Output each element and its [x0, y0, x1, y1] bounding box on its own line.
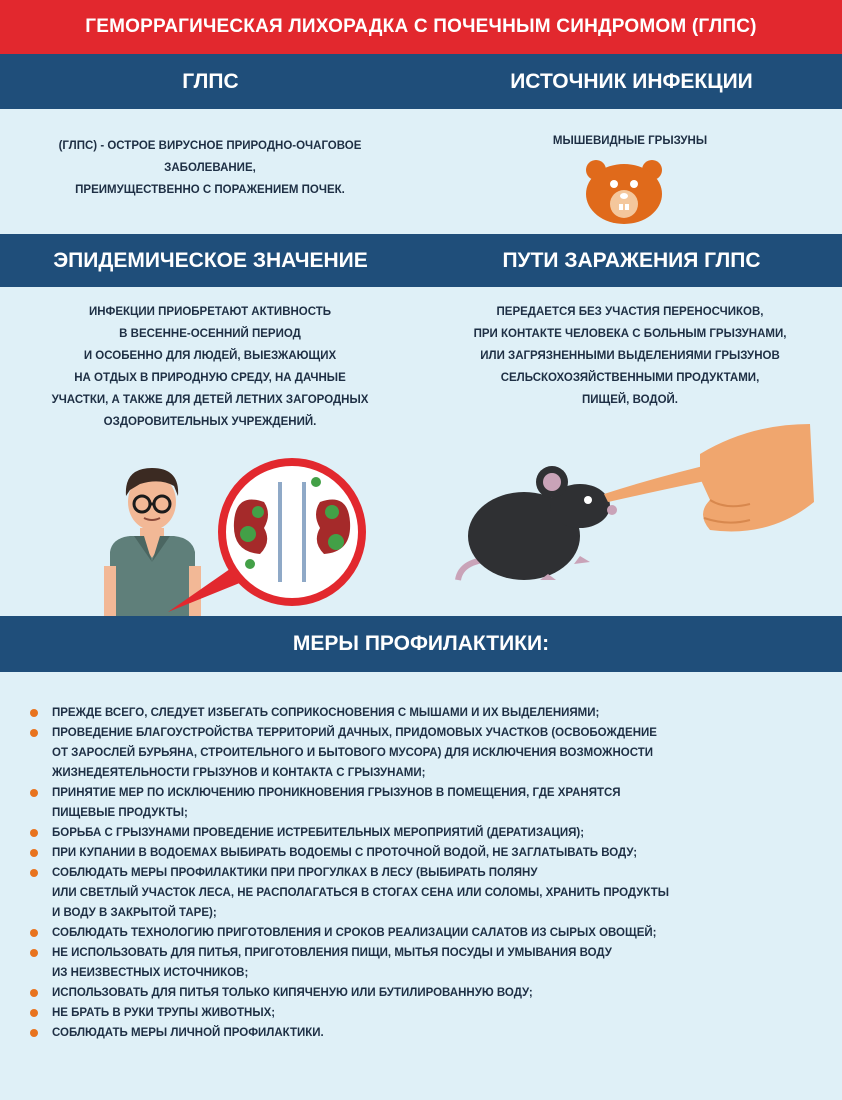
- list-item: [28, 783, 828, 823]
- prevention-heading: МЕРЫ ПРОФИЛАКТИКИ:: [292, 632, 550, 655]
- routes-text: [425, 301, 835, 411]
- list-item: [28, 943, 828, 983]
- page-title: ГЕМОРРАГИЧЕСКАЯ ЛИХОРАДКА С ПОЧЕЧНЫМ СИНДРОМОМ (ГЛПС): [0, 0, 842, 54]
- pointing-hand-illustration: [600, 418, 820, 548]
- epidemic-text-line: НА ОТДЫХ В ПРИРОДНУЮ СРЕДУ, НА ДАЧНЫЕ: [74, 372, 346, 384]
- list-item-text: ПРИ КУПАНИИ В ВОДОЕМАХ ВЫБИРАТЬ ВОДОЕМЫ С ПРОТОЧНОЙ ВОДОЙ, НЕ ЗАГЛАТЫВАТЬ ВОДУ;: [52, 847, 638, 859]
- list-item-text: ИСПОЛЬЗОВАТЬ ДЛЯ ПИТЬЯ ТОЛЬКО КИПЯЧЕНУЮ ИЛИ БУТИЛИРОВАННУЮ ВОДУ;: [52, 987, 533, 999]
- bullet-icon: [30, 1029, 38, 1037]
- list-item-text: СОБЛЮДАТЬ МЕРЫ ЛИЧНОЙ ПРОФИЛАКТИКИ.: [52, 1027, 324, 1039]
- routes-text-line: ПЕРЕДАЕТСЯ БЕЗ УЧАСТИЯ ПЕРЕНОСЧИКОВ,: [496, 306, 764, 318]
- bullet-icon: [30, 789, 38, 797]
- list-item: [28, 863, 828, 923]
- infection-source-heading: ИСТОЧНИК ИНФЕКЦИИ: [510, 69, 753, 93]
- hamster-icon: [584, 158, 664, 224]
- list-item: [28, 983, 828, 1003]
- infection-routes-heading: ПУТИ ЗАРАЖЕНИЯ ГЛПС: [502, 248, 761, 272]
- list-item: [28, 923, 828, 943]
- list-item: [28, 703, 828, 723]
- epidemic-text-line: В ВЕСЕННЕ-ОСЕННИЙ ПЕРИОД: [119, 328, 301, 340]
- glps-definition-line: ЗАБОЛЕВАНИЕ,: [164, 162, 256, 174]
- epidemic-text: [5, 301, 415, 433]
- bullet-icon: [30, 869, 38, 877]
- list-item: [28, 1003, 828, 1023]
- bullet-icon: [30, 849, 38, 857]
- glps-definition: [10, 135, 410, 201]
- epidemic-text-line: ИНФЕКЦИИ ПРИОБРЕТАЮТ АКТИВНОСТЬ: [88, 306, 332, 318]
- routes-text-line: ИЛИ ЗАГРЯЗНЕННЫМИ ВЫДЕЛЕНИЯМИ ГРЫЗУНОВ: [480, 350, 780, 362]
- prevention-header-band: [0, 616, 842, 672]
- list-item-text: НЕ ИСПОЛЬЗОВАТЬ ДЛЯ ПИТЬЯ, ПРИГОТОВЛЕНИЯ ПИЩИ, МЫТЬЯ ПОСУДЫ И УМЫВАНИЯ ВОДУ ИЗ НЕИЗВЕСТНЫХ ИСТОЧНИКОВ;: [52, 947, 612, 979]
- routes-text-line: СЕЛЬСКОХОЗЯЙСТВЕННЫМИ ПРОДУКТАМИ,: [500, 372, 760, 384]
- bullet-icon: [30, 729, 38, 737]
- epidemic-text-line: УЧАСТКИ, А ТАКЖЕ ДЛЯ ДЕТЕЙ ЛЕТНИХ ЗАГОРОДНЫХ: [51, 394, 369, 406]
- list-item: [28, 823, 828, 843]
- bullet-icon: [30, 1009, 38, 1017]
- list-item-text: БОРЬБА С ГРЫЗУНАМИ ПРОВЕДЕНИЕ ИСТРЕБИТЕЛЬНЫХ МЕРОПРИЯТИЙ (ДЕРАТИЗАЦИЯ);: [52, 827, 585, 839]
- section2-header-band: [0, 234, 842, 287]
- glps-definition-line: (ГЛПС) - ОСТРОЕ ВИРУСНОЕ ПРИРОДНО-ОЧАГОВОЕ: [58, 140, 362, 152]
- routes-text-line: ПИЩЕЙ, ВОДОЙ.: [582, 394, 678, 406]
- list-item-text: ПРОВЕДЕНИЕ БЛАГОУСТРОЙСТВА ТЕРРИТОРИЙ ДАЧНЫХ, ПРИДОМОВЫХ УЧАСТКОВ (ОСВОБОЖДЕНИЕ ОТ ЗАРОСЛЕЙ БУРЬЯНА, СТРОИТЕЛЬНОГО И БЫТОВОГО МУСОРА) ДЛЯ ИСКЛЮЧЕНИЯ ВОЗМОЖНОСТИ ЖИЗНЕДЕЯТЕЛЬНОСТИ ГРЫЗУНОВ И КОНТАКТА С ГРЫЗУНАМИ;: [52, 727, 657, 779]
- rodents-label: МЫШЕВИДНЫЕ ГРЫЗУНЫ: [552, 135, 708, 147]
- list-item-text: ПРИНЯТИЕ МЕР ПО ИСКЛЮЧЕНИЮ ПРОНИКНОВЕНИЯ ГРЫЗУНОВ В ПОМЕЩЕНИЯ, ГДЕ ХРАНЯТСЯ ПИЩЕВЫЕ ПРОДУКТЫ;: [52, 787, 621, 819]
- list-item: [28, 843, 828, 863]
- bullet-icon: [30, 989, 38, 997]
- glps-heading: ГЛПС: [182, 69, 239, 93]
- list-item-text: СОБЛЮДАТЬ МЕРЫ ПРОФИЛАКТИКИ ПРИ ПРОГУЛКАХ В ЛЕСУ (ВЫБИРАТЬ ПОЛЯНУ ИЛИ СВЕТЛЫЙ УЧАСТОК ЛЕСА, НЕ РАСПОЛАГАТЬСЯ В СТОГАХ СЕНА ИЛИ СОЛОМЫ, ХРАНИТЬ ПРОДУКТЫ И ВОДУ В ЗАКРЫТОЙ ТАРЕ);: [52, 867, 669, 919]
- list-item-text: СОБЛЮДАТЬ ТЕХНОЛОГИЮ ПРИГОТОВЛЕНИЯ И СРОКОВ РЕАЛИЗАЦИИ САЛАТОВ ИЗ СЫРЫХ ОВОЩЕЙ;: [52, 927, 657, 939]
- bullet-icon: [30, 929, 38, 937]
- prevention-list: [28, 703, 828, 1043]
- list-item: [28, 723, 828, 783]
- kidneys-virus-icon: [140, 442, 380, 618]
- bullet-icon: [30, 709, 38, 717]
- list-item-text: НЕ БРАТЬ В РУКИ ТРУПЫ ЖИВОТНЫХ;: [52, 1007, 276, 1019]
- routes-text-line: ПРИ КОНТАКТЕ ЧЕЛОВЕКА С БОЛЬНЫМ ГРЫЗУНАМИ,: [473, 328, 787, 340]
- bullet-icon: [30, 829, 38, 837]
- epidemic-text-line: И ОСОБЕННО ДЛЯ ЛЮДЕЙ, ВЫЕЗЖАЮЩИХ: [83, 350, 337, 362]
- bullet-icon: [30, 949, 38, 957]
- list-item: [28, 1023, 828, 1043]
- list-item-text: ПРЕЖДЕ ВСЕГО, СЛЕДУЕТ ИЗБЕГАТЬ СОПРИКОСНОВЕНИЯ С МЫШАМИ И ИХ ВЫДЕЛЕНИЯМИ;: [52, 707, 600, 719]
- epidemic-text-line: ОЗДОРОВИТЕЛЬНЫХ УЧРЕЖДЕНИЙ.: [103, 416, 317, 428]
- glps-definition-line: ПРЕИМУЩЕСТВЕННО С ПОРАЖЕНИЕМ ПОЧЕК.: [75, 184, 345, 196]
- section1-header-band: [0, 54, 842, 109]
- epidemic-significance-heading: ЭПИДЕМИЧЕСКОЕ ЗНАЧЕНИЕ: [53, 248, 368, 272]
